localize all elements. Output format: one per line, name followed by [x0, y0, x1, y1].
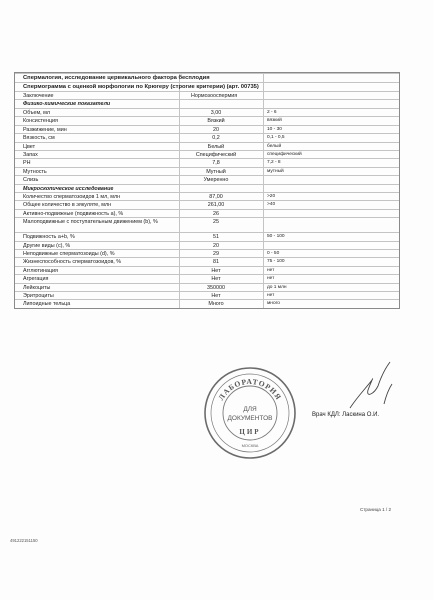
param-value: 3,00 — [210, 109, 222, 116]
param-name: Агрегация — [23, 276, 49, 283]
lab-report-table — [14, 72, 400, 309]
table-row — [15, 116, 399, 124]
param-value: 81 — [213, 259, 219, 266]
table-row — [15, 133, 399, 141]
table-row — [15, 257, 399, 265]
table-row — [15, 266, 399, 274]
table-row — [15, 125, 399, 133]
param-name: Вязкость, см — [23, 135, 55, 142]
stamp-center-line2: ДОКУМЕНТОВ — [227, 415, 273, 422]
param-value: Много — [208, 301, 224, 308]
param-value: Белый — [207, 143, 225, 150]
param-name: Цвет — [23, 143, 36, 150]
param-ref: 0,1 - 0,5 — [267, 135, 285, 141]
param-value: Умеренно — [203, 177, 229, 184]
param-ref: 10 - 30 — [267, 126, 282, 132]
section-title: Физико-химические показатели — [23, 101, 111, 108]
stamp-city: МОСКВА — [241, 443, 259, 448]
param-name: Объем, мл — [23, 109, 51, 116]
doctor-signature: Врач КДЛ: Ласкина О.И. — [312, 412, 380, 418]
signature-icon — [344, 358, 404, 414]
param-ref: специфический — [267, 151, 302, 157]
param-ref: >20 — [267, 194, 276, 200]
laboratory-stamp — [202, 365, 298, 461]
report-header — [15, 73, 399, 82]
param-ref: 7,2 - 8 — [267, 160, 281, 166]
table-row — [15, 158, 399, 166]
param-ref: 2 - 6 — [267, 109, 277, 115]
table-row — [15, 283, 399, 291]
param-ref: белый — [267, 143, 282, 149]
section-title: Микроскопическое исследование — [23, 185, 114, 192]
param-value: 25 — [213, 219, 219, 226]
param-name: Слизь — [23, 177, 39, 184]
param-value: Нет — [211, 293, 221, 299]
table-row — [15, 108, 399, 116]
table-row — [15, 167, 399, 175]
table-row — [15, 232, 399, 240]
conclusion-value: Нормозооспермия — [191, 93, 238, 99]
table-row — [15, 209, 399, 217]
param-value: 20 — [213, 126, 219, 133]
param-name: Агглютинация — [23, 267, 58, 274]
param-name: Мутность — [23, 168, 47, 175]
table-row — [15, 175, 399, 183]
param-value: 20 — [213, 242, 219, 249]
param-name: Активно-подвижные (подвижность a), % — [23, 210, 124, 217]
param-value: Специфический — [195, 151, 237, 158]
table-row — [15, 274, 399, 282]
table-row — [15, 142, 399, 150]
param-ref: >40 — [267, 202, 276, 208]
table-row — [15, 241, 399, 249]
param-name: Лейкоциты — [23, 284, 51, 291]
param-value: 87,00 — [209, 194, 223, 201]
conclusion-label: Заключение — [23, 93, 54, 99]
table-row — [15, 291, 399, 299]
svg-text:ЛАБОРАТОРИЯ — [216, 377, 283, 402]
page-number: Страница 1 / 2 — [360, 507, 392, 512]
table-row — [15, 217, 399, 232]
param-name: Липоидные тельца — [23, 301, 71, 308]
param-value: 29 — [213, 251, 219, 258]
param-ref: нет — [267, 267, 275, 273]
param-value: Мутный — [206, 168, 226, 175]
param-ref: нет — [267, 293, 275, 298]
param-name: Неподвижные сперматозоиды (d), % — [23, 251, 115, 258]
table-row — [15, 200, 399, 208]
param-ref: много — [267, 301, 280, 307]
param-ref: до 1 млн — [267, 284, 287, 290]
test-title: Спермограмма с оценкой морфологии по Крюгеру (строгие критерии) (арт. 00735) — [23, 84, 259, 90]
param-value: Нет — [211, 267, 221, 274]
param-name: Другие виды (c), % — [23, 242, 71, 249]
param-ref: 0 - 50 — [267, 251, 280, 257]
param-value: 7,8 — [212, 160, 220, 167]
stamp-top-text: ЛАБОРАТОРИЯ — [216, 376, 284, 402]
param-value: Нет — [211, 276, 221, 283]
param-name: Запах — [23, 151, 38, 158]
table-row — [15, 150, 399, 158]
table-row — [15, 299, 399, 307]
test-header — [15, 82, 399, 91]
section-micro — [15, 184, 399, 193]
param-value: 0,2 — [212, 135, 220, 142]
param-value: 261,00 — [207, 202, 225, 209]
param-value: 51 — [213, 234, 219, 241]
param-name: Подвижность a+b, % — [23, 234, 75, 241]
param-name: Малоподвижные с поступательным движением (b), % — [23, 219, 158, 226]
param-name: Жизнеспособность сперматозоидов, % — [23, 259, 122, 266]
param-ref: вязкий — [267, 118, 282, 124]
table-row — [15, 192, 399, 200]
param-name: Консистенция — [23, 118, 58, 125]
param-name: Разжижение, мин — [23, 126, 67, 133]
param-value: 26 — [213, 210, 219, 217]
param-ref: мутный — [267, 168, 284, 174]
document-code: 491222151150 — [10, 538, 38, 543]
param-name: PH — [23, 160, 31, 167]
param-ref: 75 - 100 — [267, 259, 285, 265]
param-ref: 50 - 100 — [267, 234, 285, 240]
param-value: 350000 — [207, 284, 225, 291]
param-name: Эритроциты — [23, 293, 54, 299]
param-value: Вязкий — [207, 118, 225, 125]
report-title: Спермалогия, исследование цервикального фактора бесплодия — [23, 75, 210, 81]
stamp-bottom-text: ЦИР — [239, 428, 261, 436]
conclusion-row — [15, 91, 399, 99]
section-physchem — [15, 99, 399, 108]
param-name: Количество сперматозоидов 1 мл, млн — [23, 194, 121, 201]
param-ref: нет — [267, 276, 275, 282]
table-row — [15, 249, 399, 257]
param-name: Общее количество в эякуляте, млн — [23, 202, 112, 209]
stamp-center-line1: ДЛЯ — [243, 406, 257, 413]
